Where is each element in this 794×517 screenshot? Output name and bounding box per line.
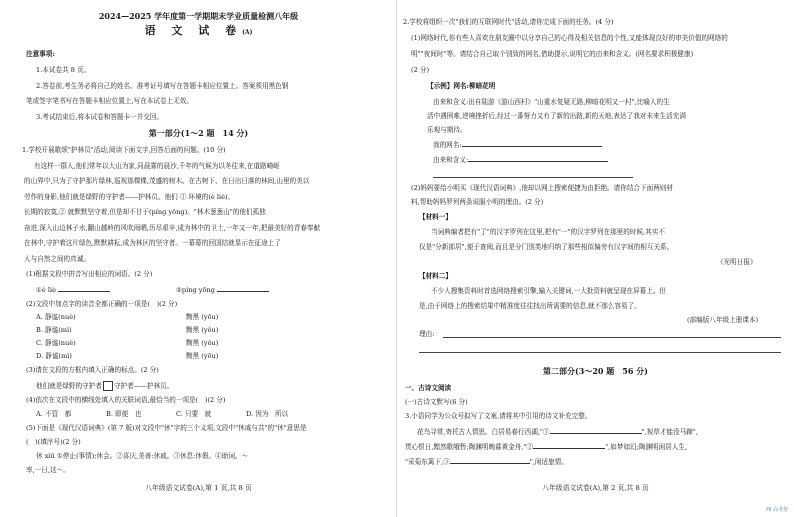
q1-sub5: (5)下面是《现代汉语词典》(第 7 版)对文段中"休"字的三个义项,文段中"休戚与共"的"休"意思是: [26, 424, 307, 432]
notes-heading: 注意事项:: [26, 50, 55, 58]
q1-stem: 1.学校开展歌颂"护林员"活动,阅读下面文字,回答后面的问题。(10 分): [22, 146, 226, 154]
option-c[interactable]: C. 静谧(nuè): [36, 339, 76, 347]
q1-passage-line: 劳作的身影,他们就是绿野的守护者——护林员。他们 ① 环境的(è liè)、: [24, 193, 235, 201]
option-a[interactable]: A. 不管 都: [36, 410, 72, 418]
q1-sub4: (4)依次在文段中的横线处填入的关联词语,最恰当的一项是( )(2 分): [26, 396, 226, 404]
option-c[interactable]: C. 只要 就: [176, 410, 212, 418]
q1-sub2: (2)文段中加点字的读音全都正确的一项是( )(2 分): [26, 300, 178, 308]
watermark-logo: Hi 高考帮: [766, 507, 788, 513]
part1-heading: 第一部分(1～2 题 14 分): [148, 128, 249, 138]
q2-sub1-line: 明""夜间时"等。请结合自己取个别致的网名,借助提示,说明它的由来和含义。(网名要求积极健康): [411, 50, 694, 58]
my-name-field: 我的网名:: [433, 140, 602, 149]
note-line: 3.考试结束后,将本试卷和答题卡一并交回。: [36, 113, 164, 121]
dictionary-entry-cont: 率,一日,这～。: [26, 466, 70, 474]
q1-sub5-fill: ( )(填序号)(2 分): [26, 438, 81, 446]
q1-sub1-a: ①è liè: [36, 285, 110, 294]
option-b-second: 黝黑 (yǒu): [186, 326, 219, 334]
q1-passage-line: 有这样一群人,他们常年以大山为家,同晨雾的晨沙,千年的气候为以冬往来,在道路崎岖: [34, 162, 280, 170]
material2-line: 不少人搜集资料时首选网络搜索引擎,输入关键词,一大批资料就呈现在屏幕上。但: [431, 287, 666, 295]
q1-sub1: (1)根据文段中拼音写出相应的词语。(2 分): [26, 270, 153, 278]
material2-heading: 【材料二】: [419, 272, 452, 280]
q1-sub3: (3)请在文段的方框内填入正确的标点。(2 分): [26, 366, 159, 374]
option-d[interactable]: D. 静谧(mì): [36, 352, 72, 360]
q3-stem: 3.小语同学为公众号拟写了文案,请将其中引用的诗文补充完整。: [405, 412, 592, 420]
origin-field: 由来和含义:: [433, 155, 608, 164]
option-c-second: 黝黑 (yǒu): [186, 339, 219, 347]
q1-sub1-b: ②píng yōng: [176, 285, 269, 294]
exam-title-line: 2024—2025 学年度第一学期期末学业质量检测八年级: [98, 12, 299, 20]
punctuation-box[interactable]: [103, 381, 113, 391]
option-d-second: 黝黑 (yōu): [186, 352, 219, 360]
q1-passage-line: 人与自然之间的真诚。: [24, 255, 90, 263]
example-heading: 【示例】网名:柳暗花明: [427, 82, 496, 90]
poem-blank-3[interactable]: [450, 457, 530, 464]
option-b[interactable]: B. 静谧(mì): [36, 326, 72, 334]
q1-passage-line: 在林中,守护着这片绿色,默默耕耘,成为林区的坚守者。一幕幕的回国结就显示在征途上了: [24, 239, 281, 247]
section1-sub: (一)古诗文默写(6 分): [405, 398, 468, 406]
q3-text-line: 贯心恨日,黯然歌哦暂;陶渊明晚暮黄金舟,"② ",如梦如幻;陶渊明闲居人生,: [405, 443, 688, 451]
q1-sub3-sentence: 他们就是绿野的守护者 守护者——护林员。: [36, 382, 174, 390]
q2-sub1-line: (1)网络时代,你有些人喜欢在朋友圈中以分享自己的心得及相关信息的个性,又能体现良好的审美价值的网络的: [411, 34, 728, 42]
example-line: 活中遇困难,逆境挫折后,经过一番努力又有了新的出路,新的天地,表达了我对未来生活充满: [427, 112, 686, 120]
option-a[interactable]: A. 静谧(nuè): [36, 313, 76, 321]
answer-line[interactable]: [443, 337, 781, 338]
answer-line[interactable]: [419, 352, 781, 353]
material1-source: 《光明日报》: [717, 258, 757, 266]
exam-title: 语 文 试 卷(A): [144, 24, 253, 37]
q1-passage-line: 奋进,深入山边林子水,翻山越岭的风吹雨晒,历尽艰辛,成为林中的卫士,一年又一年,把最美好的青春奉献: [24, 224, 321, 232]
option-b[interactable]: B. 即便 也: [106, 410, 142, 418]
page-footer: 八年级语文试卷(A),第 1 页,共 8 页: [145, 484, 252, 492]
answer-blank[interactable]: [58, 285, 110, 292]
q2-sub2-line: 料,帮助妈妈罗列两条说服小明的理由。(2 分): [411, 198, 544, 206]
answer-line[interactable]: [433, 177, 633, 178]
answer-blank[interactable]: [217, 285, 269, 292]
q3-text-line: "采菊东篱下,③ ",闲适旅情。: [405, 458, 568, 466]
material1-line: 当词典编者把有"了"的汉字罗列在这里,把有"一"的汉字罗列在那里的时候,其实不: [431, 228, 665, 236]
q3-text-line: 花鸟寻常,寄托古人情思。白居易春行西湖,"① ",视草才能没马蹄",: [417, 428, 698, 436]
poem-blank-1[interactable]: [550, 427, 642, 434]
q2-sub2-line: (2)妈妈要给小明买《现代汉语词典》,他却以网上搜索便捷为由拒绝。请你结合下面两则材: [411, 184, 673, 192]
reason-label: 理由:: [419, 330, 435, 338]
my-name-blank[interactable]: [462, 140, 602, 147]
material1-heading: 【材料一】: [419, 213, 452, 221]
page-footer: 八年级语文试卷(A),第 2 页,共 8 页: [542, 484, 649, 492]
origin-blank[interactable]: [468, 155, 608, 162]
option-a-second: 黝黑 (yōu): [186, 313, 219, 321]
q1-passage-line: 的山界中,只为了守护那片绿林,巡视那棵棵,茂盛的树木。在古树下、在日出日落的林间,山里的美以: [24, 177, 310, 185]
dictionary-entry: 休 xiū ①停止(事情);休会。②喜庆,美善:休戚。③休息:休假。④助词。～: [36, 452, 249, 460]
material2-line: 是,由于网络上的搜索结果中精准度往往找出所需要的信息,就不那么容易了。: [419, 302, 641, 310]
note-line: 笔或签字笔书写在答题卡相应位置上,写在本试卷上无效。: [26, 97, 193, 105]
material2-source: (部编版八年级上册课本): [687, 316, 759, 324]
part2-heading: 第二部分(3～20 题 56 分): [543, 366, 648, 376]
page-2: [397, 0, 794, 517]
example-line: 乐观与期待。: [427, 126, 467, 134]
section1-heading: 一、古诗文阅读: [405, 384, 452, 392]
q2-stem: 2.学校将组织一次"我们的互联网时代"活动,请你完成下面的任务。(4 分): [403, 18, 614, 26]
material1-line: 仅是"分新部居",便于查阅,而且是分门别类地归纳了那些相似偏旁有汉字间的相互关系。: [419, 243, 674, 251]
example-line: 由来和含义:出自陆游《游山西村》"山重水复疑无路,柳暗花明又一村",比喻人的生: [433, 98, 670, 106]
q1-passage-line: 长期的寂寞,② 就默默坚守着,但是却不甘于(píng yōng)。"林木葱葱山"的他们孤独: [24, 208, 266, 216]
note-line: 2.答卷前,考生务必将自己的姓名、准考证号填写在答题卡相应位置上。答案须用黑色钢: [36, 82, 289, 90]
poem-blank-2[interactable]: [533, 442, 605, 449]
q2-sub1-score: (2 分): [411, 66, 430, 74]
note-line: 1.本试卷共 8 页。: [36, 66, 91, 74]
option-d[interactable]: D. 因为 所以: [246, 410, 289, 418]
